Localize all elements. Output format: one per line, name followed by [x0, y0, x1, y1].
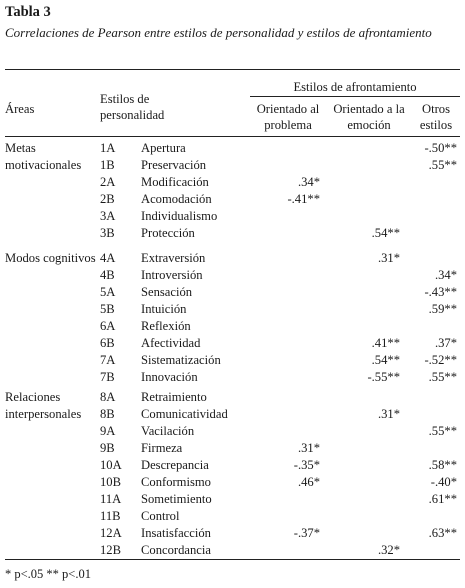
cell-otros: .55** — [428, 424, 457, 438]
row-code: 2B — [100, 192, 115, 206]
row-code: 3A — [100, 209, 116, 223]
cell-problema: .31* — [297, 441, 320, 455]
row-code: 8B — [100, 407, 115, 421]
row-style: Retraimiento — [141, 390, 207, 404]
header-col-problema: Orientado al problema — [256, 102, 320, 132]
row-style: Insatisfacción — [141, 526, 211, 540]
cell-otros: -.40* — [430, 475, 457, 489]
row-code: 4B — [100, 268, 115, 282]
row-style: Comunicatividad — [141, 407, 228, 421]
cell-emocion: -.55** — [367, 370, 400, 384]
cell-otros: .59** — [428, 302, 457, 316]
cell-problema: .34* — [297, 175, 320, 189]
row-code: 2A — [100, 175, 116, 189]
row-style: Vacilación — [141, 424, 195, 438]
row-style: Sometimiento — [141, 492, 212, 506]
row-code: 8A — [100, 390, 116, 404]
header-afrontamiento: Estilos de afrontamiento — [293, 80, 417, 94]
row-style: Apertura — [141, 141, 186, 155]
row-code: 10B — [100, 475, 121, 489]
cell-problema: -.37* — [293, 526, 320, 540]
row-style: Extraversión — [141, 251, 206, 265]
row-code: 12B — [100, 543, 121, 557]
header-estilos-personalidad: Estilos de personalidad — [100, 92, 165, 122]
row-style: Sensación — [141, 285, 193, 299]
header-col-otros: Otros estilos — [419, 102, 453, 132]
cell-otros: .63** — [428, 526, 457, 540]
cell-otros: -.52** — [424, 353, 457, 367]
area-label: Modos cognitivos — [5, 251, 96, 265]
row-code: 7B — [100, 370, 115, 384]
row-code: 3B — [100, 226, 115, 240]
cell-problema: -.35* — [293, 458, 320, 472]
cell-otros: .61** — [428, 492, 457, 506]
cell-emocion: .54** — [371, 353, 400, 367]
cell-otros: .37* — [434, 336, 457, 350]
row-style: Modificación — [141, 175, 209, 189]
row-code: 9A — [100, 424, 116, 438]
cell-otros: .55** — [428, 158, 457, 172]
area-label: Metas motivacionales — [5, 141, 82, 172]
row-style: Afectividad — [141, 336, 201, 350]
row-code: 12A — [100, 526, 122, 540]
cell-emocion: .32* — [377, 543, 400, 557]
row-code: 11B — [100, 509, 121, 523]
row-style: Concordancia — [141, 543, 211, 557]
header-rule — [5, 136, 460, 137]
bottom-rule — [5, 559, 460, 560]
cell-otros: .58** — [428, 458, 457, 472]
row-code: 1B — [100, 158, 115, 172]
header-areas: Áreas — [5, 102, 35, 116]
row-code: 11A — [100, 492, 122, 506]
row-style: Protección — [141, 226, 195, 240]
row-style: Conformismo — [141, 475, 211, 489]
cell-otros: .34* — [434, 268, 457, 282]
row-code: 6B — [100, 336, 115, 350]
cell-emocion: .41** — [371, 336, 400, 350]
header-col-emocion: Orientado a la emoción — [333, 102, 405, 132]
cell-emocion: .31* — [377, 251, 400, 265]
row-style: Innovación — [141, 370, 198, 384]
row-style: Firmeza — [141, 441, 183, 455]
row-code: 5A — [100, 285, 116, 299]
row-code: 7A — [100, 353, 116, 367]
cell-otros: .55** — [428, 370, 457, 384]
row-code: 4A — [100, 251, 116, 265]
row-code: 5B — [100, 302, 115, 316]
cell-emocion: .54** — [371, 226, 400, 240]
row-style: Control — [141, 509, 180, 523]
row-code: 6A — [100, 319, 116, 333]
cell-problema: -.41** — [287, 192, 320, 206]
area-label: Relaciones interpersonales — [5, 390, 82, 421]
cell-emocion: .31* — [377, 407, 400, 421]
top-rule — [5, 69, 460, 70]
table-subtitle: Correlaciones de Pearson entre estilos de personalidad y estilos de afrontamiento — [5, 25, 432, 40]
row-code: 1A — [100, 141, 116, 155]
row-style: Individualismo — [141, 209, 218, 223]
row-style: Acomodación — [141, 192, 212, 206]
row-style: Preservación — [141, 158, 207, 172]
row-style: Descrepancia — [141, 458, 209, 472]
cell-problema: .46* — [297, 475, 320, 489]
row-style: Intuición — [141, 302, 187, 316]
footnote: * p<.05 ** p<.01 — [5, 567, 91, 581]
cell-otros: -.43** — [424, 285, 457, 299]
header-afrontamiento-rule — [250, 96, 460, 97]
table-title: Tabla 3 — [5, 4, 51, 20]
row-style: Reflexión — [141, 319, 191, 333]
row-style: Introversión — [141, 268, 203, 282]
cell-otros: -.50** — [424, 141, 457, 155]
row-code: 9B — [100, 441, 115, 455]
row-code: 10A — [100, 458, 122, 472]
row-style: Sistematización — [141, 353, 221, 367]
